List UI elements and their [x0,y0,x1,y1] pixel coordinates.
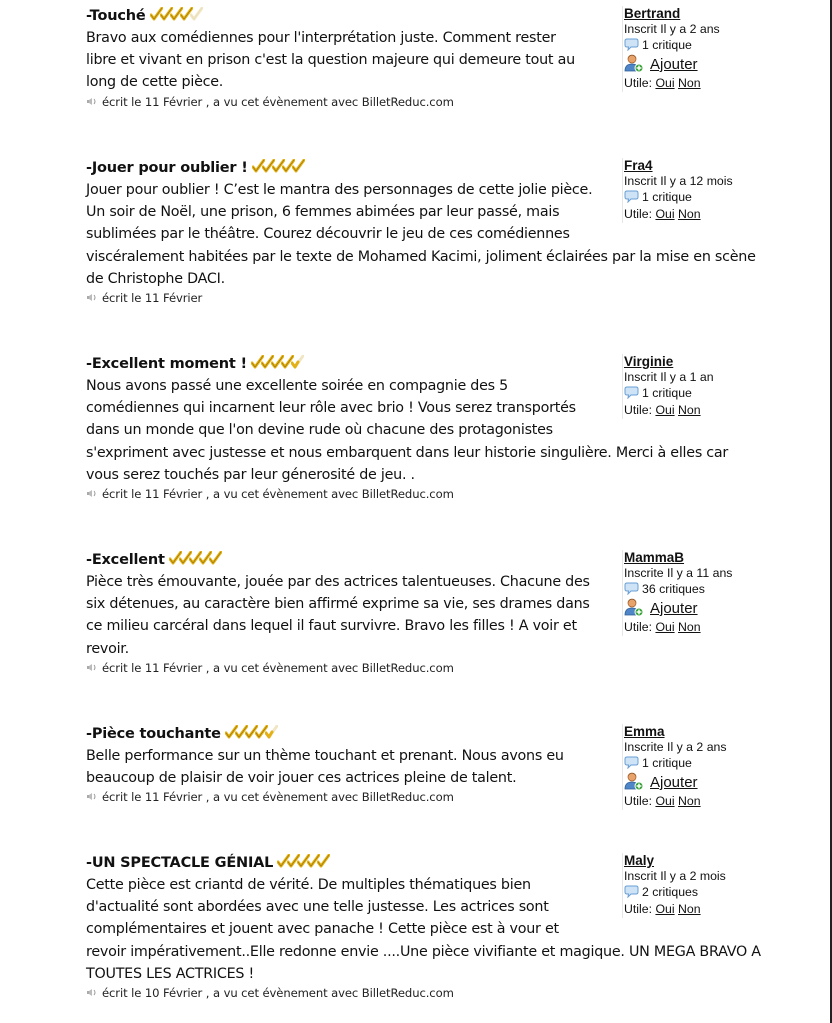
review-text-line: Pièce très émouvante, jouée par des actrices talentueuses. Chacune des [86,574,590,590]
review-text-line: Belle performance sur un thème touchant et prenant. Nous avons eu [86,748,564,764]
rating-check-icon [265,725,278,745]
review-title: -Pièce touchante [86,726,221,742]
author-name-link[interactable]: Virginie [624,354,674,369]
review-title: -Excellent [86,552,165,568]
review-date: écrit le 11 Février , a vu cet évènement avec BilletReduc.com [102,94,454,109]
review-text-line: beaucoup de plaisir de voir jouer ces actrices pleine de talent. [86,770,517,787]
review-text-line: de Christophe DACI. [86,270,225,287]
speaker-icon [86,486,98,496]
rating-check-icon [292,159,305,179]
rating-check-icon [291,355,304,375]
useful-vote [624,207,733,223]
author-name-link[interactable]: Emma [624,724,665,739]
critique-count-text: 1 critique [642,189,692,204]
review-main [86,550,590,676]
comment-bubble-icon [624,756,642,770]
comment-bubble-icon [624,38,642,52]
add-friend [624,53,720,74]
review-text-line: Cette pièce est criantd de vérité. De multiples thématiques bien [86,877,531,893]
review-title: -Touché [86,8,146,24]
useful-label: Utile: [624,403,653,417]
review-text-line: Un soir de Noël, une prison, 6 femmes abimées par leur passé, mais [86,204,560,221]
vote-yes-link[interactable]: Oui [655,403,675,417]
review-title: -Jouer pour oublier ! [86,160,248,176]
author-name-link[interactable]: MammaB [624,550,685,565]
author-panel [622,158,733,223]
useful-vote [624,794,727,810]
useful-label: Utile: [624,902,653,916]
add-friend [624,771,727,792]
author-name-link[interactable]: Maly [624,853,655,868]
author-critique-count [624,386,714,402]
critique-count-text: 36 critiques [642,581,705,596]
author-panel [622,853,726,918]
useful-label: Utile: [624,76,653,90]
review-text-line: six détenues, au caractère bien affirmé exprime sa vie, ses drames dans [86,596,590,613]
vote-no-link[interactable]: Non [678,902,701,916]
add-user-icon [624,774,650,791]
add-friend-link[interactable]: Ajouter [650,774,698,791]
review-text-line: Nous avons passé une excellente soirée en compagnie des 5 [86,378,509,394]
useful-label: Utile: [624,794,653,808]
review-main [86,6,575,110]
review-text-line: Bravo aux comédiennes pour l'interprétation juste. Comment rester [86,30,556,46]
vote-no-link[interactable]: Non [678,620,701,634]
rating-check-icon [209,551,222,571]
review-text-line: revoir. [86,640,129,657]
vote-yes-link[interactable]: Oui [655,76,675,90]
vote-yes-link[interactable]: Oui [655,902,675,916]
useful-vote [624,403,714,419]
review-body [86,27,575,94]
review-body [86,571,590,660]
rating-check-icon [190,7,203,27]
critique-count-text: 1 critique [642,385,692,400]
useful-label: Utile: [624,620,653,634]
vote-no-link[interactable]: Non [678,207,701,221]
review-text-line: complémentaires et jouent avec panache ! Cette pièce est à vour et [86,921,559,938]
add-user-icon [624,600,650,617]
vote-no-link[interactable]: Non [678,76,701,90]
review-main [86,724,564,805]
comment-bubble-icon [624,885,642,899]
rating-checks [150,7,200,27]
author-critique-count [624,885,726,901]
critique-count-text: 2 critiques [642,884,699,899]
review-date: écrit le 11 Février [102,291,203,306]
review-text-line: dans un monde que l'on devine rude où chacune des protagonistes [86,422,553,439]
rating-checks [252,159,302,179]
author-critique-count [624,756,727,772]
review-date: écrit le 10 Février , a vu cet évènement avec BilletReduc.com [102,986,454,1001]
review-text-line: sublimées par le théâtre. Courez découvrir le jeu de ces comédiennes [86,226,570,243]
speaker-icon [86,789,98,799]
add-friend-link[interactable]: Ajouter [650,600,698,617]
author-critique-count [624,582,732,598]
author-panel [622,724,727,810]
review-text-line: long de cette pièce. [86,74,224,91]
comment-bubble-icon [624,582,642,596]
review-body [86,745,564,789]
comment-bubble-icon [624,190,642,204]
author-since: Inscrite Il y a 2 ans [624,740,727,754]
author-panel [622,6,720,92]
author-panel [622,354,714,419]
review-text-line: comédiennes qui incarnent leur rôle avec brio ! Vous serez transportés [86,400,576,417]
review-meta [86,660,590,676]
review-text-line: revoir impérativement..Elle redonne envie ....Une pièce vivifiante et magique. UN MEGA BRAVO A [86,943,761,960]
review-text-line: Jouer pour oublier ! C’est le mantra des personnages de cette jolie pièce. [86,182,593,198]
critique-count-text: 1 critique [642,755,692,770]
review-meta [86,789,564,805]
author-since: Inscrit Il y a 12 mois [624,174,733,188]
review-title-row [86,6,575,27]
useful-label: Utile: [624,207,653,221]
author-since: Inscrit Il y a 2 ans [624,22,720,36]
add-user-icon [624,56,650,73]
useful-vote [624,902,726,918]
review-text-line: vous serez touchés par leur génerosité de jeu. . [86,466,415,483]
speaker-icon [86,290,98,300]
rating-checks [169,551,219,571]
review-title: -UN SPECTACLE GÉNIAL [86,855,274,871]
speaker-icon [86,985,98,995]
rating-checks [225,725,275,745]
author-since: Inscrit Il y a 2 mois [624,869,726,883]
author-since: Inscrite Il y a 11 ans [624,566,733,580]
review-text-line: d'actualité sont abordées avec une telle justesse. Les actrices sont [86,899,549,916]
author-since: Inscrit Il y a 1 an [624,370,714,384]
review-text-line: ce milieu carcéral dans lequel il faut survivre. Bravo les filles ! A voir et [86,618,577,635]
rating-checks [251,355,301,375]
author-name-link[interactable]: Fra4 [624,158,653,173]
review-title: -Excellent moment ! [86,356,247,372]
review-text-line: TOUTES LES ACTRICES ! [86,965,254,982]
useful-vote [624,76,720,92]
vote-no-link[interactable]: Non [678,794,701,808]
vote-yes-link[interactable]: Oui [655,620,675,634]
vote-yes-link[interactable]: Oui [655,794,675,808]
author-critique-count [624,38,720,54]
comment-bubble-icon [624,386,642,400]
review-date: écrit le 11 Février , a vu cet évènement avec BilletReduc.com [102,660,454,675]
speaker-icon [86,94,98,104]
author-critique-count [624,190,733,206]
review-title-row [86,550,590,571]
review-text-line: libre et vivant en prison c'est la question majeure qui demeure tout au [86,52,575,69]
critique-count-text: 1 critique [642,37,692,52]
rating-check-icon [317,854,330,874]
useful-vote [624,620,732,636]
review-date: écrit le 11 Février , a vu cet évènement avec BilletReduc.com [102,487,454,502]
vote-yes-link[interactable]: Oui [655,207,675,221]
rating-checks [277,854,327,874]
review-meta [86,94,575,110]
review-meta [86,486,728,502]
add-friend-link[interactable]: Ajouter [650,56,698,73]
add-friend [624,597,732,618]
review-text-line: viscéralement habitées par le texte de Mohamed Kacimi, joliment éclairées par la mise en scène [86,248,756,265]
review-meta [86,290,756,306]
review-text-line: s'expriment avec justesse et nous embarquent dans leur historie singulière. Merci à elles car [86,444,729,461]
author-name-link[interactable]: Bertrand [624,6,681,21]
review-date: écrit le 11 Février , a vu cet évènement avec BilletReduc.com [102,790,454,805]
vote-no-link[interactable]: Non [678,403,701,417]
author-panel [622,550,732,636]
speaker-icon [86,660,98,670]
review-title-row [86,724,564,745]
review-meta [86,985,761,1001]
